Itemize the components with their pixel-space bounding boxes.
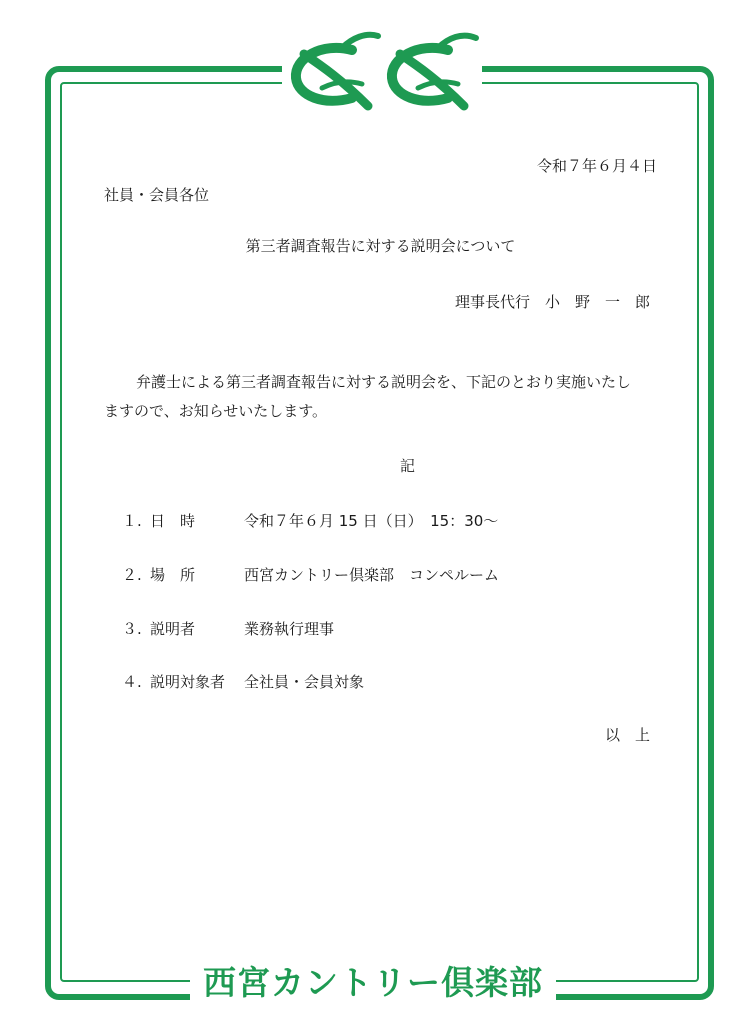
letter-body-line2: ますので、お知らせいたします。 bbox=[104, 402, 328, 420]
item-value-audience: 全社員・会員対象 bbox=[244, 673, 365, 691]
item-label-place: 場 所 bbox=[150, 566, 196, 584]
letter-sender: 理事長代行 小 野 一 郎 bbox=[454, 293, 650, 311]
item-value-datetime: 令和７年６月 15 日（日） 15：30～ bbox=[244, 512, 499, 530]
item-value-presenter: 業務執行理事 bbox=[244, 620, 335, 638]
item-number: １. bbox=[122, 512, 142, 530]
item-number: ２. bbox=[122, 566, 142, 584]
item-label-datetime: 日 時 bbox=[150, 512, 196, 530]
letter-ki: 記 bbox=[399, 457, 415, 475]
letter-body-line1: 弁護士による第三者調査報告に対する説明会を、下記のとおり実施いたし bbox=[136, 373, 632, 391]
club-emblem-icon bbox=[282, 18, 482, 118]
item-value-place: 西宮カントリー倶楽部 コンペルーム bbox=[244, 566, 500, 584]
letter-date: 令和７年６月４日 bbox=[536, 157, 657, 175]
letterhead-inner-border bbox=[60, 82, 699, 982]
letter-closing: 以 上 bbox=[604, 726, 650, 744]
letter-subject: 第三者調査報告に対する説明会について bbox=[245, 237, 516, 255]
item-label-audience: 説明対象者 bbox=[150, 673, 226, 691]
item-number: ３. bbox=[122, 620, 142, 638]
item-number: ４. bbox=[122, 673, 142, 691]
letter-addressee: 社員・会員各位 bbox=[104, 186, 210, 204]
item-label-presenter: 説明者 bbox=[150, 620, 196, 638]
footer-organization-name: 西宮カントリー倶楽部 bbox=[203, 963, 543, 1002]
